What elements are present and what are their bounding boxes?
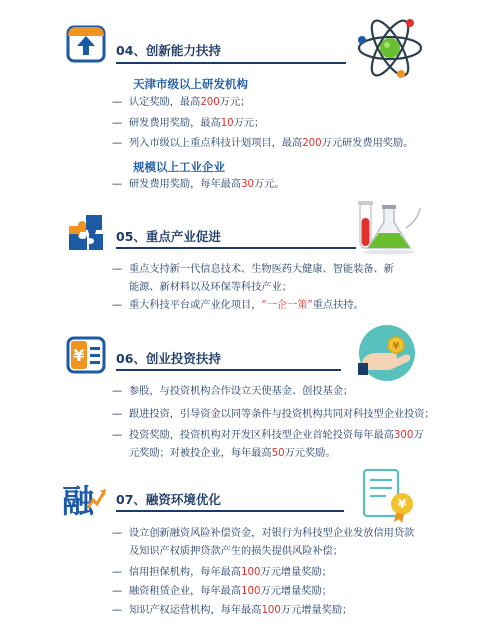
yuan-document-icon: [66, 335, 106, 375]
highlight-text: “一企一策”: [261, 300, 313, 311]
dash: —: [112, 138, 123, 149]
item-text: 融资租赁企业，每年最高: [129, 586, 242, 597]
amount: 100: [241, 567, 261, 578]
dash: —: [112, 586, 123, 597]
list-item: [112, 383, 452, 400]
item-text: 重点支持新一代信息技术、生物医药大健康、智能装备、新: [129, 264, 394, 275]
section-title: 05、重点产业促进: [116, 229, 221, 244]
item-text: 元奖励；对被投企业，每年最高: [129, 448, 272, 459]
certificate-icon: [356, 468, 424, 524]
dash: —: [112, 430, 123, 441]
unit: 万元增量奖励；: [280, 605, 353, 616]
amount: 100: [261, 605, 281, 616]
list-item: [112, 94, 472, 111]
dash: —: [112, 300, 123, 311]
section-innovation-support: [0, 0, 500, 200]
dash: —: [112, 409, 123, 420]
svg-text:¥: ¥: [397, 497, 407, 511]
dash: —: [112, 97, 123, 108]
atom-icon: [356, 16, 424, 80]
dash: —: [112, 264, 123, 275]
amount: 100: [241, 586, 261, 597]
list-item: [112, 135, 472, 152]
list-item: [112, 525, 462, 561]
title-underline: [116, 62, 346, 64]
title-underline: [116, 510, 344, 512]
item-text: 研发费用奖励，最高: [129, 118, 221, 129]
amount: 300: [393, 430, 414, 441]
item-text: 设立创新融资风险补偿资金，对银行为科技型企业发放信用贷款: [129, 528, 415, 539]
item-text: 研发费用奖励，每年最高: [129, 179, 242, 190]
title-underline: [116, 369, 341, 371]
title-underline: [116, 247, 356, 249]
item-text: 列入市级以上重点科技计划项目，最高: [129, 138, 303, 149]
list-item: [112, 297, 432, 314]
item-text: 参股，与投资机构合作设立天使基金、创投基金；: [129, 386, 354, 397]
rong-chart-icon: [62, 478, 108, 518]
item-text: 跟进投资，引导资金以同等条件与投资机构共同对科技型企业投资；: [129, 409, 435, 420]
dash: —: [112, 179, 123, 190]
hand-coin-icon: [352, 323, 422, 383]
section-venture-investment: [0, 325, 500, 470]
list-item: [112, 602, 462, 619]
list-item: [112, 115, 472, 132]
dash: —: [112, 567, 123, 578]
unit: 万元。: [254, 179, 285, 190]
item-text: 万: [413, 430, 424, 441]
puzzle-icon: [66, 212, 106, 252]
amount: 50: [271, 448, 285, 459]
list-item: [112, 427, 452, 463]
amount: 200: [302, 138, 322, 149]
section-title: 04、创新能力扶持: [116, 43, 221, 58]
unit: 万元研发费用奖励。: [321, 138, 414, 149]
list-item: [112, 406, 452, 423]
unit: 万元增量奖励；: [260, 567, 332, 578]
item-text: 及知识产权质押贷款产生的损失提供风险补偿；: [129, 546, 343, 557]
dash: —: [112, 118, 123, 129]
section-title: 07、融资环境优化: [116, 492, 221, 507]
item-text: 能源、新材料以及环保等科技产业；: [129, 282, 292, 293]
unit: 万元；: [219, 97, 251, 108]
item-text: 重点扶持。: [312, 300, 364, 311]
item-text: 认定奖励，最高: [129, 97, 201, 108]
unit: 万元；: [233, 118, 265, 129]
subheading-rd-institutions: 天津市级以上研发机构: [133, 77, 248, 91]
list-item: [112, 261, 432, 297]
item-text: 万元奖励。: [284, 448, 336, 459]
unit: 万元增量奖励；: [260, 586, 332, 597]
section-title: 06、创业投资扶持: [116, 351, 221, 366]
list-item: [112, 564, 462, 581]
amount: 10: [220, 118, 234, 129]
lab-flask-icon: [354, 200, 424, 255]
amount: 30: [241, 179, 255, 190]
list-item: [112, 583, 462, 600]
svg-text:¥: ¥: [392, 341, 400, 352]
item-text: 信用担保机构，每年最高: [129, 567, 242, 578]
list-item: [112, 176, 472, 193]
up-arrow-box-icon: [66, 24, 106, 64]
section-financing-environment: [0, 470, 500, 642]
item-text: 重大科技平台或产业化项目，: [129, 300, 262, 311]
item-text: 知识产权运营机构，每年最高: [129, 605, 262, 616]
subheading-industrial-enterprises: 规模以上工业企业: [133, 160, 225, 174]
amount: 200: [200, 97, 220, 108]
svg-text:¥: ¥: [73, 346, 85, 365]
item-text: 投资奖励，投资机构对开发区科技型企业首轮投资每年最高: [129, 430, 394, 441]
dash: —: [112, 386, 123, 397]
svg-text:融: 融: [62, 482, 95, 518]
dash: —: [112, 528, 123, 539]
section-key-industry: [0, 200, 500, 325]
dash: —: [112, 605, 123, 616]
